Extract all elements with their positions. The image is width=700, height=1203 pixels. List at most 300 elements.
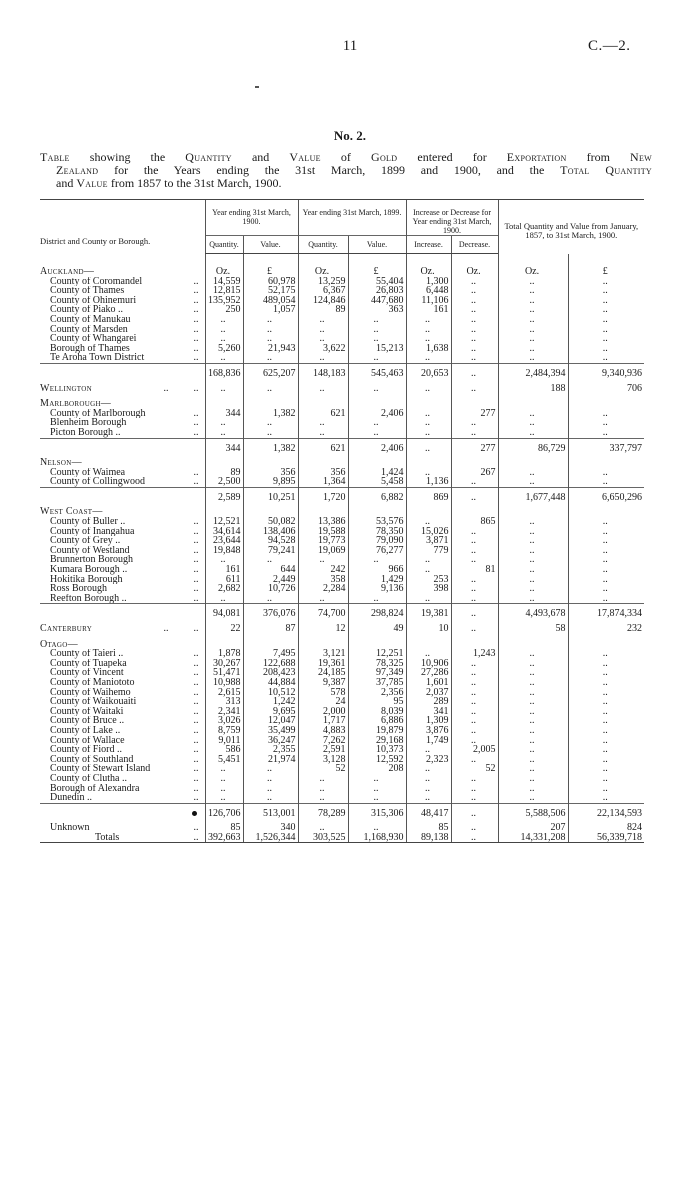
value-cell <box>451 399 498 409</box>
value-cell: .. <box>568 344 644 354</box>
value-cell: .. <box>348 353 406 363</box>
value-cell: .. <box>568 277 644 287</box>
value-cell: 23,644 <box>205 536 243 546</box>
value-cell: .. <box>406 517 451 527</box>
value-cell: 250 <box>205 305 243 315</box>
leader-dots: .. <box>193 764 199 774</box>
value-cell: 10,251 <box>243 487 298 507</box>
value-cell: .. <box>348 594 406 604</box>
leader-dots: .. <box>193 286 199 296</box>
leader-dots: .. <box>193 324 199 335</box>
value-cell: 15,026 <box>406 527 451 537</box>
value-cell: 161 <box>406 305 451 315</box>
value-cell <box>348 640 406 650</box>
district-name <box>40 640 205 650</box>
value-cell: .. <box>406 438 451 458</box>
leader-dots: .. <box>193 334 199 344</box>
value-cell: 1,677,448 <box>498 487 568 507</box>
value-cell: 29,168 <box>348 736 406 746</box>
value-cell: .. <box>451 334 498 344</box>
spacer-row <box>40 254 644 268</box>
value-cell: 356 <box>243 468 298 478</box>
value-cell: .. <box>498 688 568 698</box>
district-name <box>40 774 205 784</box>
value-cell: 513,001 <box>243 803 298 823</box>
district-name <box>40 764 205 774</box>
value-cell: .. <box>451 774 498 784</box>
value-cell: .. <box>498 555 568 565</box>
leader-dots: .. <box>193 526 199 537</box>
value-cell: .. <box>498 315 568 325</box>
leader-dots: .. <box>193 295 199 306</box>
table-body <box>40 254 644 843</box>
value-cell: 122,688 <box>243 659 298 669</box>
table-row <box>40 418 644 428</box>
value-cell: 12,815 <box>205 286 243 296</box>
value-cell: 9,695 <box>243 707 298 717</box>
value-cell: 625,207 <box>243 363 298 383</box>
value-cell: .. <box>451 428 498 438</box>
leader-dots: .. <box>193 584 199 594</box>
value-cell: .. <box>451 594 498 604</box>
caption-segment: Table <box>40 150 70 164</box>
value-cell: 1,243 <box>451 649 498 659</box>
value-cell: 7,495 <box>243 649 298 659</box>
print-mark <box>255 86 259 88</box>
value-cell: 865 <box>451 517 498 527</box>
spacer-cell <box>451 254 498 268</box>
spacer-cell <box>205 254 243 268</box>
value-cell: .. <box>498 659 568 669</box>
value-cell: 1,717 <box>298 716 348 726</box>
value-cell: 95 <box>348 697 406 707</box>
value-cell <box>406 399 451 409</box>
value-cell: 2,005 <box>451 745 498 755</box>
district-name <box>40 745 205 755</box>
district-name <box>40 507 205 517</box>
value-cell: 1,429 <box>348 575 406 585</box>
leader-dots: .. <box>193 706 199 717</box>
value-cell: .. <box>348 334 406 344</box>
value-cell: .. <box>406 555 451 565</box>
value-cell: 489,054 <box>243 296 298 306</box>
value-cell: .. <box>205 764 243 774</box>
header-increase-decrease: Increase or Decrease for Year ending 31st March, 1900. <box>406 200 498 236</box>
value-cell: .. <box>348 428 406 438</box>
district-label: Canterbury <box>40 624 93 634</box>
leader-dots: .. <box>193 677 199 688</box>
value-cell: .. <box>406 468 451 478</box>
section-row <box>40 640 644 650</box>
value-cell: 6,882 <box>348 487 406 507</box>
value-cell <box>406 458 451 468</box>
value-cell: 2,323 <box>406 755 451 765</box>
district-label: Otago— <box>40 639 78 650</box>
district-name <box>40 575 205 585</box>
district-label: County of Wallace <box>50 735 125 746</box>
subtotal-row <box>40 487 644 507</box>
district-label: Borough of Thames <box>50 343 130 354</box>
section-row <box>40 384 644 394</box>
value-cell: .. <box>568 409 644 419</box>
leader-dots: .. <box>193 353 199 364</box>
value-cell: 7,262 <box>298 736 348 746</box>
value-cell: 21,974 <box>243 755 298 765</box>
caption-segment: showing the <box>69 150 186 164</box>
value-cell: 344 <box>205 438 243 458</box>
value-cell: 81 <box>451 565 498 575</box>
table-row <box>40 315 644 325</box>
district-label: County of Fiord .. <box>50 745 122 755</box>
district-name <box>40 477 205 487</box>
leader-dots: .. .. <box>163 624 199 634</box>
value-cell: 52,175 <box>243 286 298 296</box>
table-row <box>40 736 644 746</box>
value-cell: 19,879 <box>348 726 406 736</box>
table-row <box>40 546 644 556</box>
district-name <box>40 305 205 315</box>
value-cell: .. <box>451 487 498 507</box>
value-cell: 447,680 <box>348 296 406 306</box>
caption-segment: Zealand <box>56 163 99 177</box>
table-row <box>40 594 644 604</box>
table-row <box>40 764 644 774</box>
leader-dots: .. <box>193 343 199 354</box>
value-cell: 15,213 <box>348 344 406 354</box>
header-year-1900: Year ending 31st March, 1900. <box>205 200 298 236</box>
value-cell: 2,500 <box>205 477 243 487</box>
district-name <box>40 517 205 527</box>
value-cell: .. <box>498 584 568 594</box>
header-district: District and County or Borough. <box>40 200 205 254</box>
value-cell: .. <box>348 793 406 803</box>
value-cell: 12,521 <box>205 517 243 527</box>
leader-dots: .. <box>193 314 199 325</box>
value-cell: 85 <box>406 823 451 833</box>
value-cell: .. <box>406 409 451 419</box>
table-row <box>40 716 644 726</box>
district-name <box>40 438 205 458</box>
value-cell: 3,121 <box>298 649 348 659</box>
value-cell: .. <box>568 774 644 784</box>
district-label: Picton Borough .. <box>50 427 121 438</box>
district-name <box>40 296 205 306</box>
value-cell: .. <box>568 688 644 698</box>
value-cell: .. <box>243 793 298 803</box>
table-row <box>40 678 644 688</box>
leader-dots: .. <box>193 725 199 736</box>
table-row <box>40 286 644 296</box>
leader-dots: .. <box>193 477 199 488</box>
value-cell: 358 <box>298 575 348 585</box>
header-quantity-1900: Quantity. <box>205 236 243 254</box>
value-cell: 9,387 <box>298 678 348 688</box>
value-cell: .. <box>451 584 498 594</box>
district-label: County of Inangahua <box>50 526 135 537</box>
value-cell: 12,592 <box>348 755 406 765</box>
value-cell: .. <box>498 745 568 755</box>
district-name <box>40 353 205 363</box>
value-cell: .. <box>205 315 243 325</box>
value-cell: 26,803 <box>348 286 406 296</box>
value-cell: .. <box>298 594 348 604</box>
value-cell: .. <box>568 793 644 803</box>
value-cell: .. <box>568 527 644 537</box>
value-cell: 341 <box>406 707 451 717</box>
value-cell: .. <box>568 325 644 335</box>
value-cell: 208 <box>348 764 406 774</box>
value-cell: .. <box>205 325 243 335</box>
district-label: County of Maniototo <box>50 677 135 688</box>
table-row <box>40 584 644 594</box>
leader-dots: .. <box>193 832 199 843</box>
leader-dots: .. <box>193 735 199 746</box>
value-cell: 161 <box>205 565 243 575</box>
value-cell: .. <box>568 584 644 594</box>
value-cell: .. <box>406 353 451 363</box>
district-name <box>40 678 205 688</box>
district-label: County of Taieri .. <box>50 649 124 659</box>
value-cell: .. <box>498 344 568 354</box>
value-cell <box>498 399 568 409</box>
value-cell: .. <box>568 296 644 306</box>
value-cell: 79,090 <box>348 536 406 546</box>
value-cell: .. <box>568 565 644 575</box>
district-name <box>40 668 205 678</box>
table-row <box>40 755 644 765</box>
district-name <box>40 707 205 717</box>
value-cell: 78,350 <box>348 527 406 537</box>
leader-dots: .. <box>193 745 199 755</box>
gold-export-table <box>40 199 644 843</box>
value-cell: 621 <box>298 438 348 458</box>
value-cell: .. <box>498 546 568 556</box>
district-name <box>40 659 205 669</box>
leader-dots: .. <box>193 593 199 604</box>
table-row <box>40 774 644 784</box>
value-cell: .. <box>298 555 348 565</box>
value-cell: .. <box>205 555 243 565</box>
district-name <box>40 803 205 823</box>
value-cell: 138,406 <box>243 527 298 537</box>
value-cell <box>451 640 498 650</box>
district-name <box>40 546 205 556</box>
value-cell: .. <box>451 716 498 726</box>
value-cell: 135,952 <box>205 296 243 306</box>
gold-export-table-container <box>40 199 644 843</box>
value-cell: .. <box>498 325 568 335</box>
district-name <box>40 334 205 344</box>
leader-dots: .. <box>193 668 199 678</box>
value-cell: .. <box>406 594 451 604</box>
spacer-cell <box>243 254 298 268</box>
value-cell: .. <box>498 678 568 688</box>
table-row <box>40 565 644 575</box>
value-cell: .. <box>298 774 348 784</box>
district-name <box>40 267 205 277</box>
value-cell: 298,824 <box>348 604 406 624</box>
value-cell <box>205 458 243 468</box>
leader-dots: .. <box>193 574 199 585</box>
district-label: County of Piako .. <box>50 305 124 315</box>
value-cell: 2,355 <box>243 745 298 755</box>
value-cell: .. <box>243 774 298 784</box>
value-cell: .. <box>498 594 568 604</box>
value-cell: 337,797 <box>568 438 644 458</box>
value-cell: 277 <box>451 409 498 419</box>
value-cell: 27,286 <box>406 668 451 678</box>
value-cell: .. <box>348 384 406 394</box>
value-cell: 706 <box>568 384 644 394</box>
value-cell <box>568 507 644 517</box>
table-row <box>40 659 644 669</box>
value-cell: 34,614 <box>205 527 243 537</box>
district-label: County of Collingwood <box>50 477 146 488</box>
value-cell: .. <box>498 305 568 315</box>
table-row <box>40 296 644 306</box>
caption-segment: of <box>320 150 371 164</box>
district-name <box>40 736 205 746</box>
value-cell: 207 <box>498 823 568 833</box>
caption-segment: Quantity <box>605 163 653 177</box>
district-name <box>40 536 205 546</box>
value-cell: .. <box>243 764 298 774</box>
leader-dots: .. <box>193 555 199 566</box>
value-cell: 5,260 <box>205 344 243 354</box>
value-cell <box>348 507 406 517</box>
value-cell: 124,846 <box>298 296 348 306</box>
value-cell: 2,615 <box>205 688 243 698</box>
caption-segment: Quantity <box>185 150 232 164</box>
leader-dots: .. <box>193 773 199 784</box>
value-cell: .. <box>498 697 568 707</box>
district-label: Auckland— <box>40 267 95 277</box>
value-cell: 9,136 <box>348 584 406 594</box>
value-cell: 356 <box>298 468 348 478</box>
district-name <box>40 793 205 803</box>
value-cell: 1,364 <box>298 477 348 487</box>
value-cell: .. <box>451 678 498 688</box>
value-cell: .. <box>298 784 348 794</box>
value-cell: .. <box>568 555 644 565</box>
value-cell: 8,759 <box>205 726 243 736</box>
subtotal-row <box>40 438 644 458</box>
leader-dots: .. <box>193 517 199 527</box>
table-row <box>40 325 644 335</box>
value-cell: .. <box>406 745 451 755</box>
value-cell: 1,749 <box>406 736 451 746</box>
value-cell: .. <box>298 384 348 394</box>
table-row <box>40 409 644 419</box>
value-cell: .. <box>451 477 498 487</box>
value-cell: .. <box>568 678 644 688</box>
spacer-cell <box>298 254 348 268</box>
district-label: County of Marlborough <box>50 408 146 419</box>
value-cell: 208,423 <box>243 668 298 678</box>
district-label: County of Thames <box>50 286 125 296</box>
value-cell <box>298 458 348 468</box>
district-label: County of Whangarei <box>50 334 137 344</box>
value-cell: 9,340,936 <box>568 363 644 383</box>
value-cell: .. <box>498 296 568 306</box>
value-cell: .. <box>298 823 348 833</box>
value-cell: Oz. <box>298 267 348 277</box>
value-cell: 545,463 <box>348 363 406 383</box>
value-cell: .. <box>406 325 451 335</box>
district-name <box>40 565 205 575</box>
table-row <box>40 726 644 736</box>
value-cell: .. <box>451 736 498 746</box>
table-row <box>40 428 644 438</box>
value-cell: .. <box>348 555 406 565</box>
value-cell: .. <box>451 546 498 556</box>
value-cell: 13,386 <box>298 517 348 527</box>
value-cell: £ <box>348 267 406 277</box>
value-cell: 188 <box>498 384 568 394</box>
value-cell: 21,943 <box>243 344 298 354</box>
subtotal-row <box>40 803 644 823</box>
value-cell: 1,878 <box>205 649 243 659</box>
value-cell: .. <box>451 803 498 823</box>
table-row <box>40 305 644 315</box>
value-cell: .. <box>568 755 644 765</box>
value-cell: 22,134,593 <box>568 803 644 823</box>
value-cell: 74,700 <box>298 604 348 624</box>
district-name <box>40 649 205 659</box>
value-cell <box>348 399 406 409</box>
caption-segment: and <box>231 150 290 164</box>
bullet-mark <box>192 811 197 816</box>
value-cell: 1,424 <box>348 468 406 478</box>
value-cell: .. <box>205 418 243 428</box>
district-name <box>40 755 205 765</box>
value-cell: 19,588 <box>298 527 348 537</box>
value-cell: 22 <box>205 624 243 634</box>
district-label: County of Westland <box>50 545 130 556</box>
district-label: County of Bruce .. <box>50 716 125 726</box>
value-cell: 340 <box>243 823 298 833</box>
leader-dots: .. <box>193 408 199 419</box>
spacer-cell <box>498 254 568 268</box>
leader-dots: .. <box>193 305 199 315</box>
value-cell: .. <box>205 594 243 604</box>
value-cell: 1,638 <box>406 344 451 354</box>
value-cell: 89 <box>298 305 348 315</box>
leader-dots: .. <box>193 716 199 726</box>
district-label: Blenheim Borough <box>50 418 127 428</box>
value-cell: 2,406 <box>348 438 406 458</box>
value-cell: 277 <box>451 438 498 458</box>
value-cell: 4,493,678 <box>498 604 568 624</box>
value-cell: .. <box>498 565 568 575</box>
leader-dots: .. <box>193 658 199 669</box>
district-label: County of Waihemo <box>50 687 131 698</box>
value-cell: 58 <box>498 624 568 634</box>
value-cell: 89 <box>205 468 243 478</box>
value-cell: .. <box>205 334 243 344</box>
value-cell: .. <box>406 764 451 774</box>
value-cell: .. <box>568 659 644 669</box>
district-name <box>40 458 205 468</box>
table-row <box>40 517 644 527</box>
value-cell: .. <box>348 418 406 428</box>
value-cell: 315,306 <box>348 803 406 823</box>
spacer-cell <box>568 254 644 268</box>
value-cell: 48,417 <box>406 803 451 823</box>
value-cell: 578 <box>298 688 348 698</box>
value-cell: .. <box>451 575 498 585</box>
value-cell: 1,242 <box>243 697 298 707</box>
